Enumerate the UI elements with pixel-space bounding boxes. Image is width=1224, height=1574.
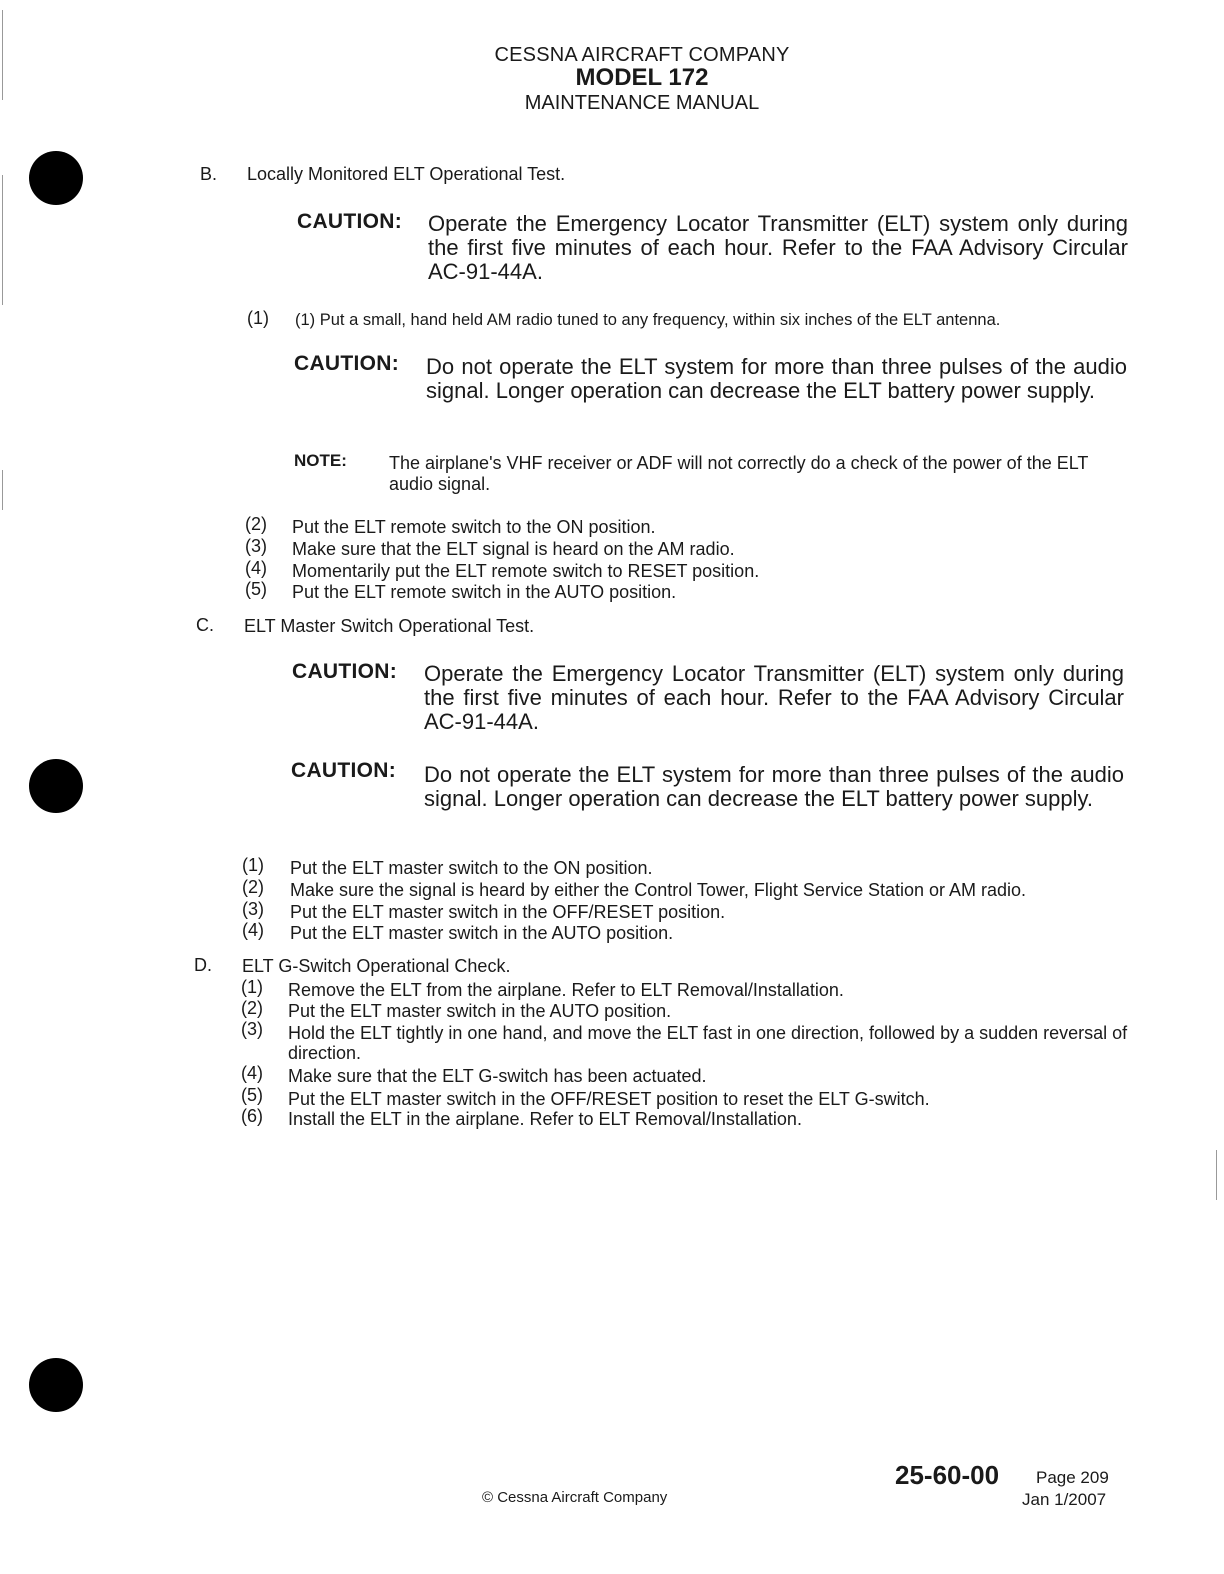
company-name: CESSNA AIRCRAFT COMPANY bbox=[494, 44, 790, 66]
revision-date: Jan 1/2007 bbox=[1022, 1490, 1107, 1509]
caution-label: CAUTION: bbox=[297, 210, 403, 233]
caution-label: CAUTION: bbox=[291, 759, 397, 782]
step-text: Put the ELT master switch in the AUTO position. bbox=[290, 923, 674, 943]
step-text: Put the ELT remote switch to the ON position. bbox=[292, 517, 656, 537]
caution-text: Do not operate the ELT system for more than three pulses of the audio signal. Longer operation can decrease the ELT battery power supply. bbox=[426, 354, 1127, 403]
step-number: (2) bbox=[242, 877, 264, 897]
copyright-notice: © Cessna Aircraft Company bbox=[482, 1489, 668, 1506]
caution-label: CAUTION: bbox=[294, 352, 400, 375]
binder-hole-top bbox=[29, 151, 83, 205]
section-letter-b: B. bbox=[200, 164, 218, 184]
step-number: (1) bbox=[241, 977, 263, 997]
step-number: (3) bbox=[241, 1019, 263, 1039]
scan-edge-mark bbox=[1216, 1150, 1217, 1200]
scan-edge-mark bbox=[2, 175, 3, 305]
chapter-code: 25-60-00 bbox=[895, 1460, 1000, 1490]
step-number: (3) bbox=[245, 536, 267, 556]
step-text: Momentarily put the ELT remote switch to RESET position. bbox=[292, 561, 760, 581]
step-number: (2) bbox=[245, 514, 267, 534]
step-text: Put the ELT master switch in the OFF/RESET position. bbox=[290, 902, 726, 922]
step-number: (1) bbox=[242, 855, 264, 875]
scan-edge-mark bbox=[2, 10, 3, 100]
step-text: Hold the ELT tightly in one hand, and move the ELT fast in one direction, followed by a sudden reversal of direction. bbox=[288, 1023, 1128, 1063]
manual-title: MAINTENANCE MANUAL bbox=[524, 92, 760, 114]
model-title: MODEL 172 bbox=[575, 64, 709, 91]
section-title-c: ELT Master Switch Operational Test. bbox=[244, 616, 535, 636]
step-number: (5) bbox=[241, 1085, 263, 1105]
step-text: Put the ELT master switch to the ON position. bbox=[290, 858, 653, 878]
step-number: (4) bbox=[242, 920, 264, 940]
step-number: (5) bbox=[245, 579, 267, 599]
section-letter-c: C. bbox=[196, 615, 214, 635]
caution-text: Operate the Emergency Locator Transmitter (ELT) system only during the first five minutes of each hour. Refer to the FAA Advisory Circular AC-91-44A. bbox=[428, 211, 1128, 284]
binder-hole-middle bbox=[29, 759, 83, 813]
section-title-b: Locally Monitored ELT Operational Test. bbox=[247, 164, 566, 184]
step-text: (1) Put a small, hand held AM radio tuned to any frequency, within six inches of the ELT antenna. bbox=[295, 311, 1001, 329]
step-number: (6) bbox=[241, 1106, 263, 1126]
caution-text: Operate the Emergency Locator Transmitter (ELT) system only during the first five minutes of each hour. Refer to the FAA Advisory Circular AC-91-44A. bbox=[424, 661, 1124, 734]
section-title-d: ELT G-Switch Operational Check. bbox=[242, 956, 511, 976]
step-text: Put the ELT master switch in the OFF/RESET position to reset the ELT G-switch. bbox=[288, 1089, 930, 1109]
step-text: Put the ELT remote switch in the AUTO position. bbox=[292, 582, 677, 602]
step-text: Install the ELT in the airplane. Refer to ELT Removal/Installation. bbox=[288, 1109, 802, 1129]
step-text: Put the ELT master switch in the AUTO position. bbox=[288, 1001, 672, 1021]
page-number: Page 209 bbox=[1036, 1468, 1109, 1487]
section-letter-d: D. bbox=[194, 955, 212, 975]
binder-hole-bottom bbox=[29, 1358, 83, 1412]
step-text: Make sure that the ELT G-switch has been actuated. bbox=[288, 1066, 707, 1086]
step-number: (4) bbox=[241, 1063, 263, 1083]
step-text: Make sure the signal is heard by either the Control Tower, Flight Service Station or AM radio. bbox=[290, 880, 1027, 900]
caution-text: Do not operate the ELT system for more than three pulses of the audio signal. Longer operation can decrease the ELT battery power supply. bbox=[424, 762, 1124, 811]
scan-edge-mark bbox=[2, 470, 3, 510]
step-text: Make sure that the ELT signal is heard on the AM radio. bbox=[292, 539, 735, 559]
step-number: (4) bbox=[245, 558, 267, 578]
note-label: NOTE: bbox=[294, 451, 347, 470]
step-number: (3) bbox=[242, 899, 264, 919]
note-text: The airplane's VHF receiver or ADF will not correctly do a check of the power of the ELT audio signal. bbox=[389, 453, 1089, 494]
step-number: (2) bbox=[241, 998, 263, 1018]
caution-label: CAUTION: bbox=[292, 660, 398, 683]
step-number: (1) bbox=[247, 308, 269, 328]
step-text: Remove the ELT from the airplane. Refer to ELT Removal/Installation. bbox=[288, 980, 844, 1000]
